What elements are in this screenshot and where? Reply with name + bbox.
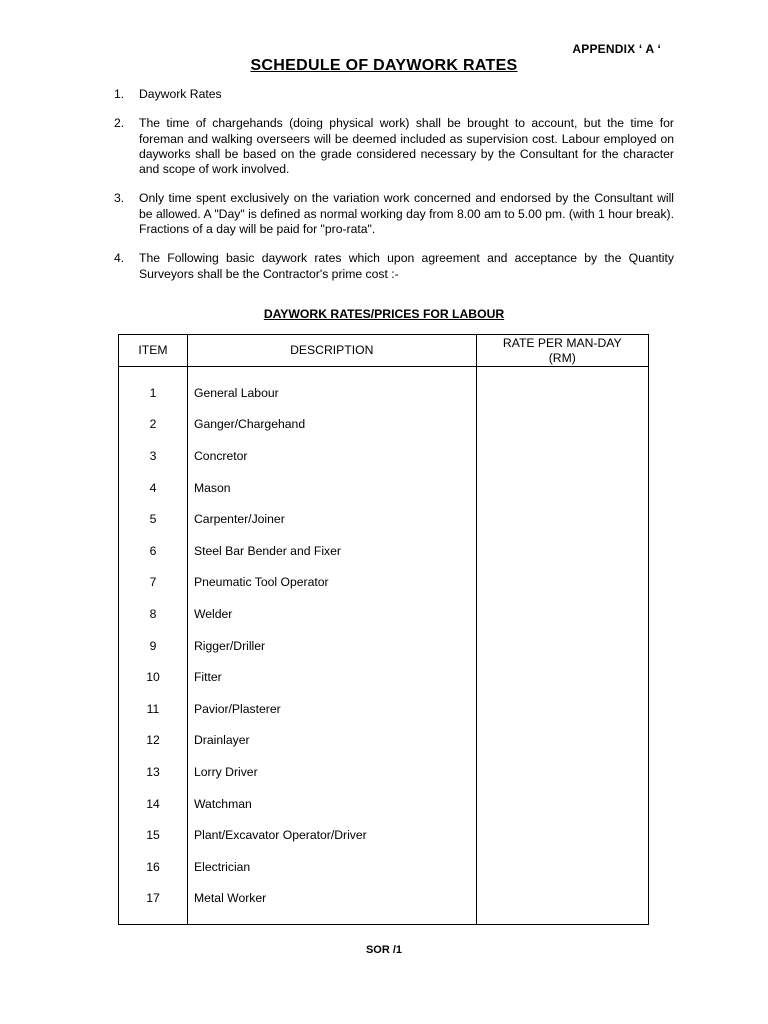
table-row: [119, 851, 649, 883]
item-number-cell: 9: [119, 630, 188, 662]
item-number-cell: 6: [119, 535, 188, 567]
rate-cell: [476, 693, 648, 725]
rate-cell: [476, 819, 648, 851]
rate-header-line2: (RM): [548, 350, 576, 365]
table-body: [119, 367, 649, 925]
item-number-cell: 16: [119, 851, 188, 883]
rate-cell: [476, 535, 648, 567]
description-cell: Plant/Excavator Operator/Driver: [187, 819, 476, 851]
clause-text: The time of chargehands (doing physical work) shall be brought to account, but the time for foreman and walking overseers will be deemed included as supervision cost. Labour employed on dayworks shall be based on the grade considered necessary by the Consultant for the character and scope of work involved.: [139, 116, 674, 177]
item-number-cell: 1: [119, 367, 188, 409]
description-cell: Concretor: [187, 440, 476, 472]
table-row: [119, 440, 649, 472]
table-row: [119, 661, 649, 693]
item-number-cell: 4: [119, 472, 188, 504]
table-row: [119, 567, 649, 599]
document-title: SCHEDULE OF DAYWORK RATES: [250, 57, 518, 74]
table-heading: DAYWORK RATES/PRICES FOR LABOUR: [263, 307, 505, 321]
description-cell: Pavior/Plasterer: [187, 693, 476, 725]
item-number-cell: 17: [119, 883, 188, 925]
page-reference: SOR /1: [365, 944, 403, 956]
clause-number: 2.: [114, 116, 125, 131]
table-row: [119, 503, 649, 535]
item-number-cell: 11: [119, 693, 188, 725]
item-number-cell: 12: [119, 725, 188, 757]
description-cell: Watchman: [187, 788, 476, 820]
clause-item: [114, 191, 674, 237]
clause-text: Daywork Rates: [139, 87, 222, 101]
rate-cell: [476, 367, 648, 409]
appendix-label: APPENDIX ‘ A ‘: [572, 42, 661, 56]
item-number-cell: 10: [119, 661, 188, 693]
table-header-row: [119, 335, 649, 367]
description-cell: Mason: [187, 472, 476, 504]
clause-text: The Following basic daywork rates which upon agreement and acceptance by the Quantity Surveyors shall be the Contractor's prime cost :-: [139, 251, 674, 281]
description-cell: Carpenter/Joiner: [187, 503, 476, 535]
rate-header-line1: RATE PER MAN-DAY: [502, 335, 622, 350]
rate-cell: [476, 630, 648, 662]
item-number-cell: 3: [119, 440, 188, 472]
rate-cell: [476, 661, 648, 693]
table-row: [119, 725, 649, 757]
description-cell: Drainlayer: [187, 725, 476, 757]
description-cell: Metal Worker: [187, 883, 476, 925]
clause-item: [114, 87, 674, 102]
table-row: [119, 756, 649, 788]
table-row: [119, 788, 649, 820]
table-row: [119, 819, 649, 851]
rate-cell: [476, 756, 648, 788]
description-cell: Pneumatic Tool Operator: [187, 567, 476, 599]
rate-cell: [476, 788, 648, 820]
rate-cell: [476, 725, 648, 757]
rate-cell: [476, 409, 648, 441]
table-row: [119, 367, 649, 409]
rate-cell: [476, 440, 648, 472]
item-number-cell: 13: [119, 756, 188, 788]
item-number-cell: 8: [119, 598, 188, 630]
clause-number: 4.: [114, 251, 125, 266]
table-row: [119, 630, 649, 662]
daywork-rates-table: [118, 334, 649, 925]
table-row: [119, 883, 649, 925]
table-row: [119, 598, 649, 630]
column-header-rate: [476, 335, 648, 367]
item-number-cell: 5: [119, 503, 188, 535]
description-cell: Fitter: [187, 661, 476, 693]
clause-list: [114, 87, 674, 282]
rate-cell: [476, 472, 648, 504]
clause-text: Only time spent exclusively on the variation work concerned and endorsed by the Consultant will be allowed. A "Day" is defined as normal working day from 8.00 am to 5.00 pm. (with 1 hour break). Fractions of a day will be paid for "pro-rata".: [139, 191, 674, 237]
table-row: [119, 693, 649, 725]
table-row: [119, 472, 649, 504]
item-number-cell: 2: [119, 409, 188, 441]
description-cell: Steel Bar Bender and Fixer: [187, 535, 476, 567]
clause-number: 3.: [114, 191, 125, 206]
description-cell: Rigger/Driller: [187, 630, 476, 662]
clause-item: [114, 116, 674, 177]
rate-cell: [476, 883, 648, 925]
column-header-item: ITEM: [119, 335, 188, 367]
description-cell: Ganger/Chargehand: [187, 409, 476, 441]
item-number-cell: 7: [119, 567, 188, 599]
rate-cell: [476, 851, 648, 883]
clause-number: 1.: [114, 87, 125, 101]
rate-cell: [476, 567, 648, 599]
clause-item: [114, 251, 674, 282]
table-row: [119, 535, 649, 567]
item-number-cell: 14: [119, 788, 188, 820]
description-cell: General Labour: [187, 367, 476, 409]
rate-cell: [476, 598, 648, 630]
rate-cell: [476, 503, 648, 535]
item-number-cell: 15: [119, 819, 188, 851]
column-header-description: DESCRIPTION: [187, 335, 476, 367]
table-row: [119, 409, 649, 441]
description-cell: Electrician: [187, 851, 476, 883]
description-cell: Lorry Driver: [187, 756, 476, 788]
description-cell: Welder: [187, 598, 476, 630]
